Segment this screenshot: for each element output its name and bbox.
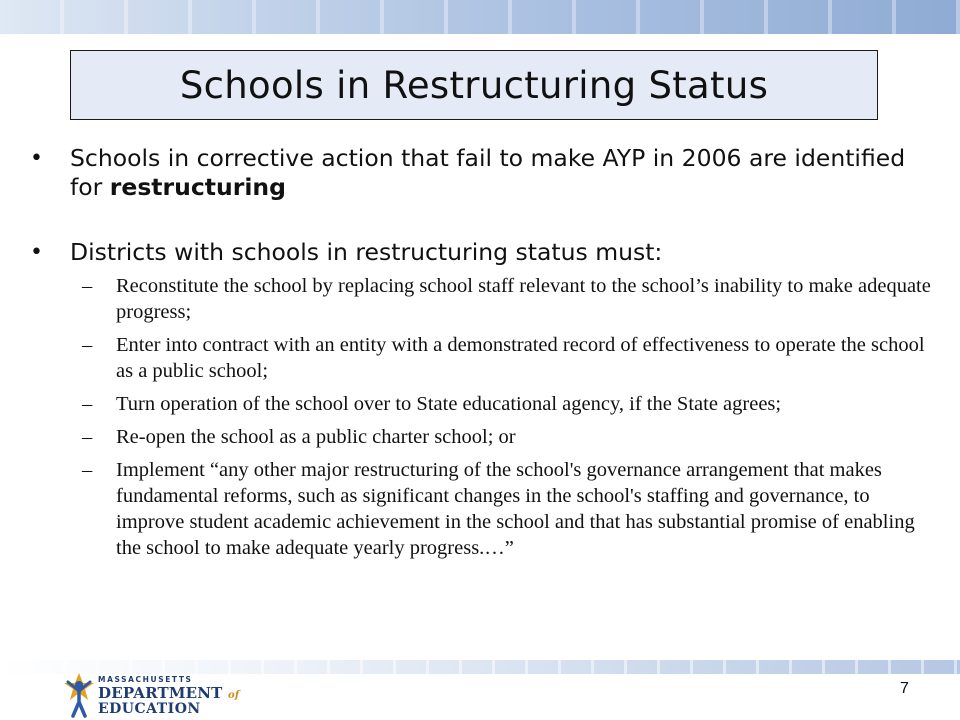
bullet-dot: •	[30, 146, 43, 171]
sub-item-5	[82, 457, 940, 561]
sub-dash: –	[82, 275, 93, 297]
sub-item-text: Re-open the school as a public charter school; or	[116, 426, 516, 448]
sub-dash: –	[82, 334, 93, 356]
logo-line-massachusetts: MASSACHUSETTS	[98, 675, 193, 684]
logo-department-word: DEPARTMENT	[98, 684, 223, 702]
bullet-item-1	[30, 144, 940, 202]
sub-dash: –	[82, 426, 93, 448]
logo-line-department	[98, 684, 239, 702]
star-figure-icon	[62, 672, 96, 718]
sub-dash: –	[82, 393, 93, 415]
sub-list	[82, 273, 940, 561]
bullet-text-1	[70, 144, 940, 202]
bullet-dot: •	[30, 240, 43, 265]
sub-item-1	[82, 273, 940, 325]
sub-item-2	[82, 332, 940, 384]
sub-item-3	[82, 391, 940, 417]
top-decorative-band	[0, 0, 960, 34]
sub-item-4	[82, 424, 940, 450]
logo-line-education: EDUCATION	[98, 701, 201, 717]
sub-dash: –	[82, 459, 93, 481]
sub-item-text: Reconstitute the school by replacing school staff relevant to the school’s inability to make adequate progress;	[116, 275, 931, 323]
slide-content	[30, 138, 940, 568]
bullet-text-1-plain: Schools in corrective action that fail to make AYP in 2006 are identified for	[70, 144, 906, 201]
logo-of-word: of	[227, 690, 240, 701]
department-logo	[62, 672, 262, 718]
bullet-item-2	[30, 238, 940, 267]
sub-item-text: Implement “any other major restructuring of the school's governance arrangement that makes fundamental reforms, such as significant changes in the school's staffing and governance, to improve student academic achievement in the school and that has substantial promise of enabling the school to make adequate yearly progress.…”	[116, 459, 915, 559]
bullet-text-2: Districts with schools in restructuring status must:	[70, 238, 663, 266]
bullet-text-1-bold: restructuring	[109, 173, 286, 201]
sub-item-text: Enter into contract with an entity with a demonstrated record of effectiveness to operate the school as a public school;	[116, 334, 925, 382]
page-number: 7	[900, 680, 909, 697]
sub-item-text: Turn operation of the school over to State educational agency, if the State agrees;	[116, 393, 782, 415]
slide-title: Schools in Restructuring Status	[179, 63, 769, 107]
title-box	[70, 50, 878, 120]
